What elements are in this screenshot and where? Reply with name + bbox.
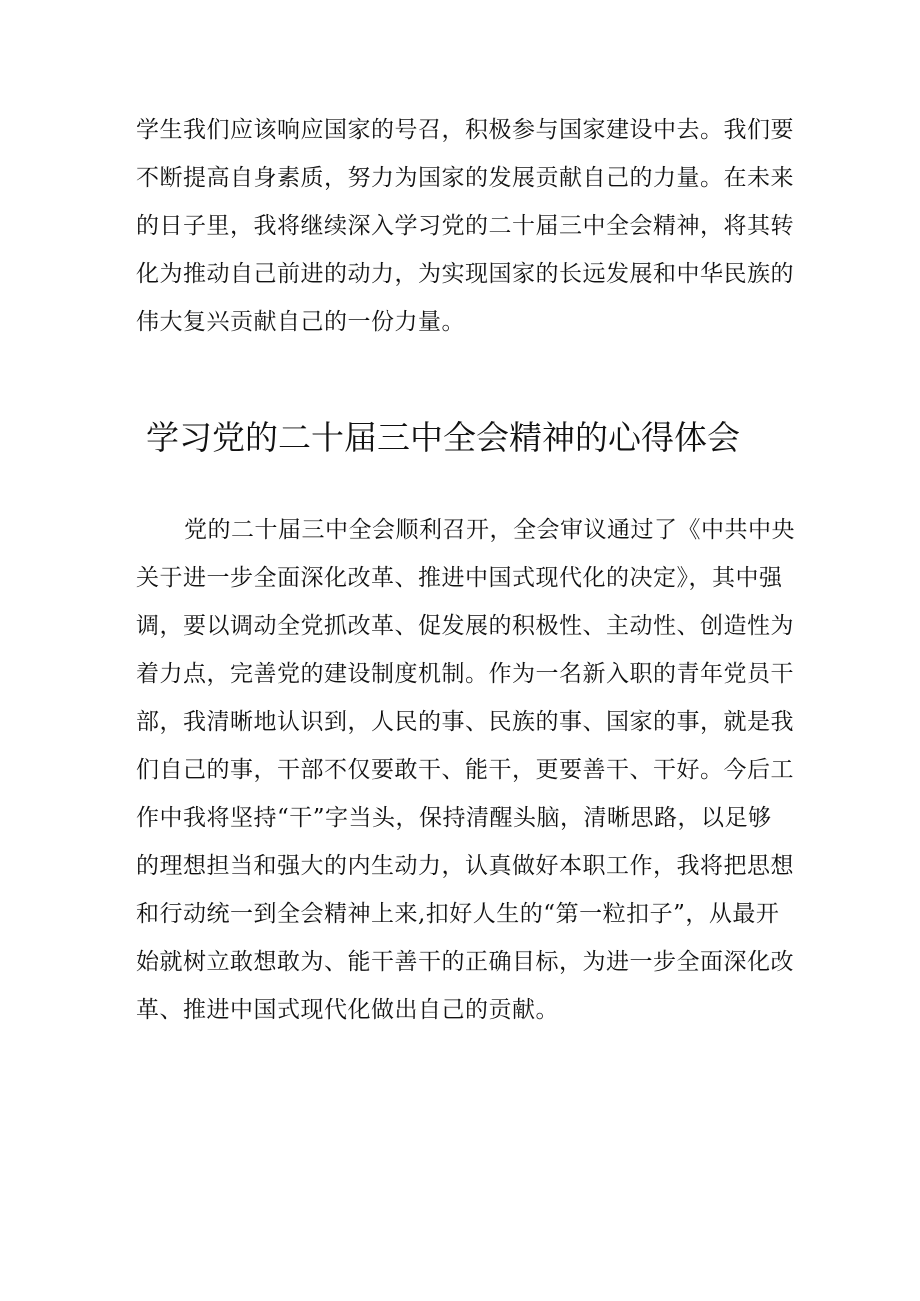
continued-paragraph-line-4: 化为推动自己前进的动力，为实现国家的长远发展和中华民族的	[136, 261, 794, 287]
body-paragraph-line-2: 关于进一步全面深化改革、推进中国式现代化的决定》，其中强	[136, 565, 783, 591]
continued-paragraph-line-3: 的日子里，我将继续深入学习党的二十届三中全会精神，将其转	[136, 213, 794, 239]
body-paragraph-line-5: 部，我清晰地认识到，人民的事、民族的事、国家的事，就是我	[136, 709, 794, 735]
continued-paragraph-line-5: 伟大复兴贡献自己的一份力量。	[136, 309, 465, 335]
body-paragraph-line-1: 党的二十届三中全会顺利召开，全会审议通过了《中共中央	[184, 517, 795, 543]
body-paragraph-line-8: 的理想担当和强大的内生动力，认真做好本职工作，我将把思想	[136, 853, 794, 879]
body-paragraph-line-10: 始就树立敢想敢为、能干善干的正确目标，为进一步全面深化改	[136, 949, 794, 975]
body-paragraph-line-6: 们自己的事，干部不仅要敢干、能干，更要善干、干好。今后工	[136, 757, 794, 783]
continued-paragraph-line-2: 不断提高自身素质，努力为国家的发展贡献自己的力量。在未来	[136, 165, 794, 191]
body-paragraph-line-3: 调，要以调动全党抓改革、促发展的积极性、主动性、创造性为	[136, 613, 794, 639]
body-paragraph-line-7: 作中我将坚持“干”字当头，保持清醒头脑，清晰思路，以足够	[136, 805, 772, 831]
body-paragraph-line-4: 着力点，完善党的建设制度机制。作为一名新入职的青年党员干	[136, 661, 794, 687]
body-paragraph-line-9: 和行动统一到全会精神上来,扣好人生的“第一粒扣子”，从最开	[136, 901, 780, 927]
section-title: 学习党的二十届三中全会精神的心得体会	[146, 418, 740, 457]
body-paragraph-line-11: 革、推进中国式现代化做出自己的贡献。	[136, 997, 559, 1023]
continued-paragraph-line-1: 学生我们应该响应国家的号召，积极参与国家建设中去。我们要	[136, 117, 794, 143]
